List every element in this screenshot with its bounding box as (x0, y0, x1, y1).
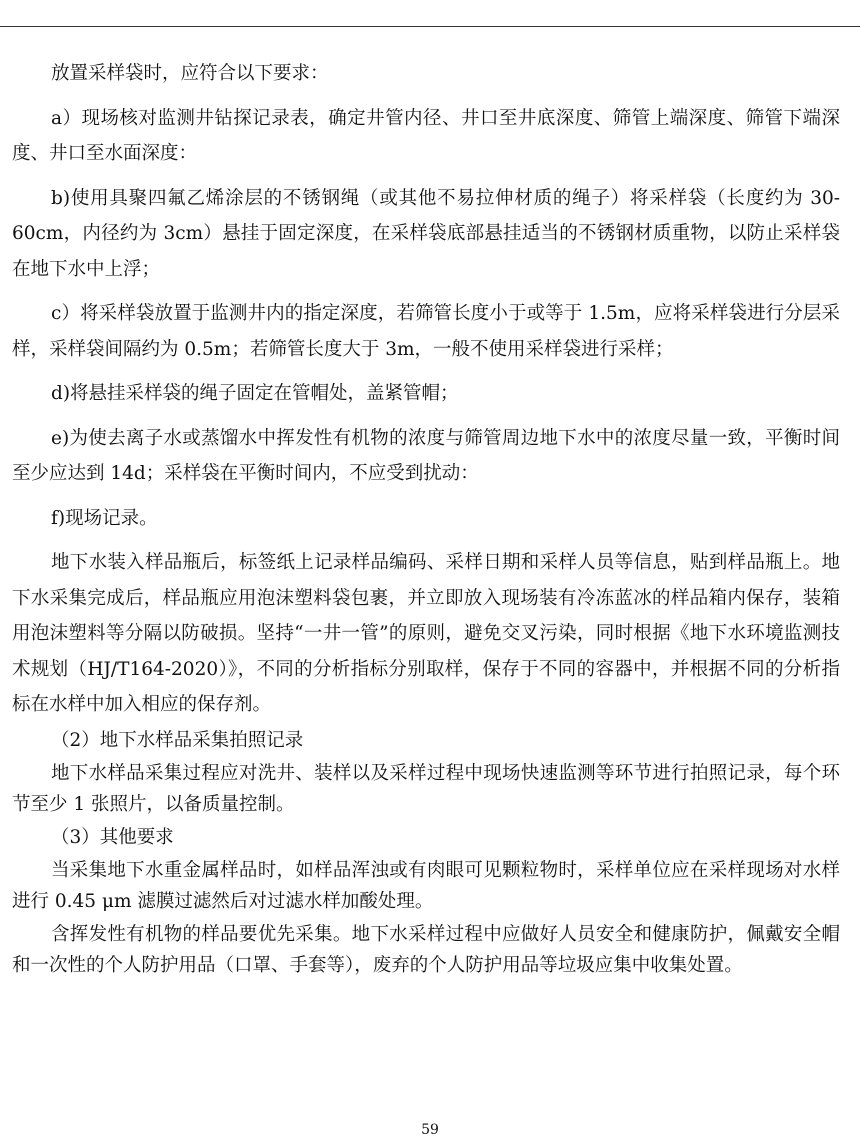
paragraph-intro: 放置采样袋时，应符合以下要求： (51, 63, 329, 84)
paragraph-item-b: b)使用具聚四氟乙烯涂层的不锈钢绳（或其他不易拉伸材质的绳子）将采样袋（长度约为 30-60cm，内径约为 3cm）悬挂于固定深度，在采样袋底部悬挂适当的不锈钢材质重物，以防止采样袋在地下水中上浮； (12, 187, 840, 280)
paragraph-item-f: f)现场记录。 (51, 507, 158, 529)
paragraph-item-a: a）现场核对监测井钻探记录表，确定井管内径、井口至井底深度、筛管上端深度、筛管下端深度、井口至水面深度： (12, 107, 840, 164)
paragraph-sample-storage: 地下水装入样品瓶后，标签纸上记录样品编码、采样日期和采样人员等信息，贴到样品瓶上。地下水采集完成后，样品瓶应用泡沫塑料袋包裹，并立即放入现场装有冷冻蓝冰的样品箱内保存，装箱用泡沫塑料等分隔以防破损。坚持“一井一管”的原则，避免交叉污染，同时根据《地下水环境监测技术规划（HJ/T164-2020）》，不同的分析指标分别取样，保存于不同的容器中，并根据不同的分析指标在水样中加入相应的保存剂。 (12, 552, 840, 715)
paragraph-photo-record: 地下水样品采集过程应对洗井、装样以及采样过程中现场快速监测等环节进行拍照记录，每个环节至少 1 张照片，以备质量控制。 (12, 762, 840, 815)
section-heading-photo-record: （2）地下水样品采集拍照记录 (51, 729, 304, 751)
paragraph-item-d: d)将悬挂采样袋的绳子固定在管帽处，盖紧管帽； (51, 383, 459, 404)
page-number: 59 (421, 1122, 439, 1138)
paragraph-item-c: c）将采样袋放置于监测井内的指定深度，若筛管长度小于或等于 1.5m，应将采样袋进行分层采样，采样袋间隔约为 0.5m；若筛管长度大于 3m，一般不使用采样袋进行采样； (12, 303, 840, 360)
paragraph-heavy-metals: 当采集地下水重金属样品时，如样品浑浊或有肉眼可见颗粒物时，采样单位应在采样现场对水样进行 0.45 μm 滤膜过滤然后对过滤水样加酸处理。 (12, 859, 840, 912)
header-rule (0, 26, 860, 27)
paragraph-item-e: e)为使去离子水或蒸馏水中挥发性有机物的浓度与筛管周边地下水中的浓度尽量一致，平衡时间至少应达到 14d；采样袋在平衡时间内，不应受到扰动： (12, 427, 840, 484)
paragraph-safety: 含挥发性有机物的样品要优先采集。地下水采样过程中应做好人员安全和健康防护，佩戴安全帽和一次性的个人防护用品（口罩、手套等），废弃的个人防护用品等垃圾应集中收集处置。 (12, 923, 840, 976)
document-body (12, 56, 840, 981)
section-heading-other-requirements: （3）其他要求 (51, 826, 174, 848)
